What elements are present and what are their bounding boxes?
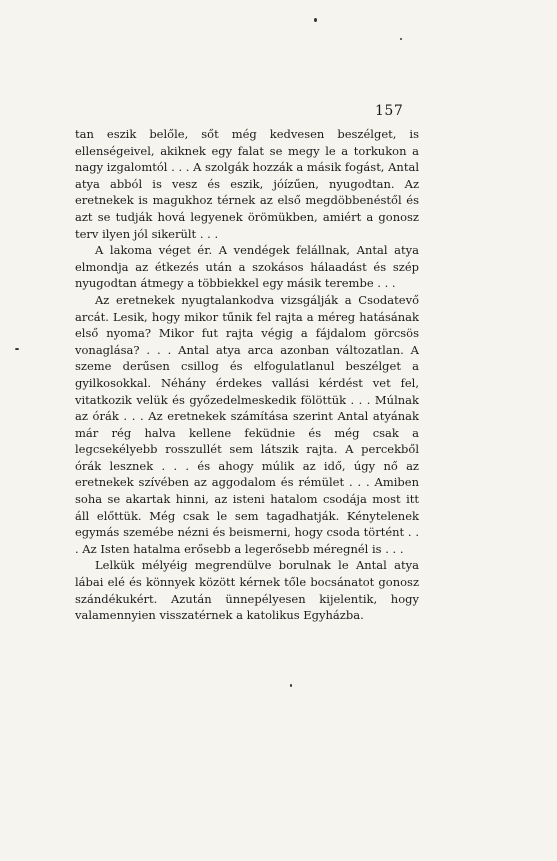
scan-speck xyxy=(290,684,292,687)
paragraph: Lelkük mélyéig megrendülve borulnak le Antal atya lábai elé és könnyek között kérnek tőle bocsánatot gonosz szándékukért. Azután ünnepélyesen kijelentik, hogy valamennyien visszatérnek a katolikus Egyházba. xyxy=(75,558,419,623)
page-number: 157 xyxy=(375,103,404,119)
scan-speck xyxy=(314,18,317,22)
paragraph: A lakoma véget ér. A vendégek felállnak, Antal atya elmondja az étkezés után a szokásos hálaadást és szép nyugodtan átmegy a többiekkel egy másik terembe . . . xyxy=(75,243,419,291)
paragraph: tan eszik belőle, sőt még kedvesen beszélget, is ellenségeivel, akiknek egy falat se megy le a torkukon a nagy izgalomtól . . . A szolgák hozzák a másik fogást, Antal atya abból is vesz és eszik, jóízűen, nyugodtan. Az eretnekek is magukhoz térnek az első megdöbbenéstől és azt se tudják hová legyenek örömükben, amiért a gonosz terv ilyen jól sikerült . . . xyxy=(75,127,419,241)
body-text xyxy=(75,126,419,624)
scan-speck xyxy=(15,348,19,350)
paragraph: Az eretnekek nyugtalankodva vizsgálják a Csodatevő arcát. Lesik, hogy mikor tűnik fel rajta a méreg hatásának első nyoma? Mikor fut rajta végig a fájdalom görcsös vonaglása? . . . Antal atya arca azonban változatlan. A szeme derűsen csillog és elfogulatlanul beszélget a gyilkosokkal. Néhány érdekes vallási kérdést vet fel, vitatkozik velük és győzedelmeskedik fölöttük . . . Múlnak az órák . . . Az eretnekek számítása szerint Antal atyának már rég halva kellene feküdnie és még csak a legcsekélyebb rosszullét sem látszik rajta. A percekből órák lesznek . . . és ahogy múlik az idő, úgy nő az eretnekek szívében az aggodalom és rémület . . . Amiben soha se akartak hinni, az isteni hatalom csodája most itt áll előttük. Még csak le sem tagadhatják. Kénytelenek egymás szemébe nézni és beismerni, hogy csoda történt . . . Az Isten hatalma erősebb a legerősebb méregnél is . . . xyxy=(75,292,419,556)
scan-speck xyxy=(400,38,402,40)
